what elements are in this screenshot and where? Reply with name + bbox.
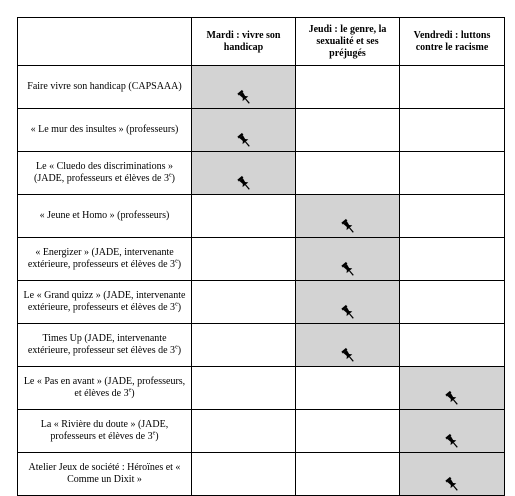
activity-cell: Times Up (JADE, intervenante extérieure, professeur set élèves de 3e): [18, 324, 192, 367]
empty-day-cell: [400, 66, 505, 109]
empty-day-cell: [296, 152, 400, 195]
table-row: [18, 66, 505, 109]
table-row: [18, 453, 505, 496]
empty-day-cell: [400, 238, 505, 281]
scheduled-day-cell: [296, 195, 400, 238]
table-row: [18, 152, 505, 195]
activity-cell: Faire vivre son handicap (CAPSAAA): [18, 66, 192, 109]
empty-day-cell: [192, 453, 296, 496]
activity-cell: Le « Pas en avant » (JADE, professeurs, et élèves de 3e): [18, 367, 192, 410]
empty-day-cell: [296, 410, 400, 453]
empty-day-cell: [400, 195, 505, 238]
empty-day-cell: [192, 324, 296, 367]
empty-day-cell: [192, 410, 296, 453]
activity-cell: « Energizer » (JADE, intervenante extérieure, professeurs et élèves de 3e): [18, 238, 192, 281]
pushpin-icon: [339, 346, 357, 364]
empty-day-cell: [400, 109, 505, 152]
header-corner: [18, 18, 192, 66]
activity-cell: « Jeune et Homo » (professeurs): [18, 195, 192, 238]
pushpin-icon: [235, 174, 253, 192]
table-row: [18, 367, 505, 410]
activity-cell: Le « Grand quizz » (JADE, intervenante extérieure, professeurs et élèves de 3e): [18, 281, 192, 324]
pushpin-icon: [235, 88, 253, 106]
scheduled-day-cell: [400, 367, 505, 410]
pushpin-icon: [339, 217, 357, 235]
activity-cell: La « Rivière du doute » (JADE, professeurs et élèves de 3e): [18, 410, 192, 453]
table-row: [18, 281, 505, 324]
header-friday: Vendredi : luttons contre le racisme: [400, 18, 505, 66]
empty-day-cell: [192, 195, 296, 238]
scheduled-day-cell: [296, 238, 400, 281]
activity-cell: Atelier Jeux de société : Héroïnes et « Comme un Dixit »: [18, 453, 192, 496]
scheduled-day-cell: [192, 66, 296, 109]
header-row: [18, 18, 505, 66]
table-row: [18, 195, 505, 238]
empty-day-cell: [400, 281, 505, 324]
empty-day-cell: [400, 324, 505, 367]
table-row: [18, 238, 505, 281]
empty-day-cell: [400, 152, 505, 195]
pushpin-icon: [443, 432, 461, 450]
empty-day-cell: [192, 238, 296, 281]
scheduled-day-cell: [192, 109, 296, 152]
table-row: [18, 109, 505, 152]
pushpin-icon: [443, 475, 461, 493]
scheduled-day-cell: [192, 152, 296, 195]
pushpin-icon: [339, 260, 357, 278]
header-thursday: Jeudi : le genre, la sexualité et ses préjugés: [296, 18, 400, 66]
empty-day-cell: [296, 453, 400, 496]
activity-cell: « Le mur des insultes » (professeurs): [18, 109, 192, 152]
pushpin-icon: [235, 131, 253, 149]
empty-day-cell: [192, 281, 296, 324]
scheduled-day-cell: [296, 324, 400, 367]
activity-schedule-table: [17, 17, 505, 496]
pushpin-icon: [443, 389, 461, 407]
header-tuesday: Mardi : vivre son handicap: [192, 18, 296, 66]
empty-day-cell: [296, 109, 400, 152]
table-row: [18, 324, 505, 367]
table-row: [18, 410, 505, 453]
empty-day-cell: [296, 367, 400, 410]
empty-day-cell: [192, 367, 296, 410]
scheduled-day-cell: [400, 410, 505, 453]
empty-day-cell: [296, 66, 400, 109]
scheduled-day-cell: [296, 281, 400, 324]
pushpin-icon: [339, 303, 357, 321]
activity-cell: Le « Cluedo des discriminations » (JADE, professeurs et élèves de 3e): [18, 152, 192, 195]
scheduled-day-cell: [400, 453, 505, 496]
